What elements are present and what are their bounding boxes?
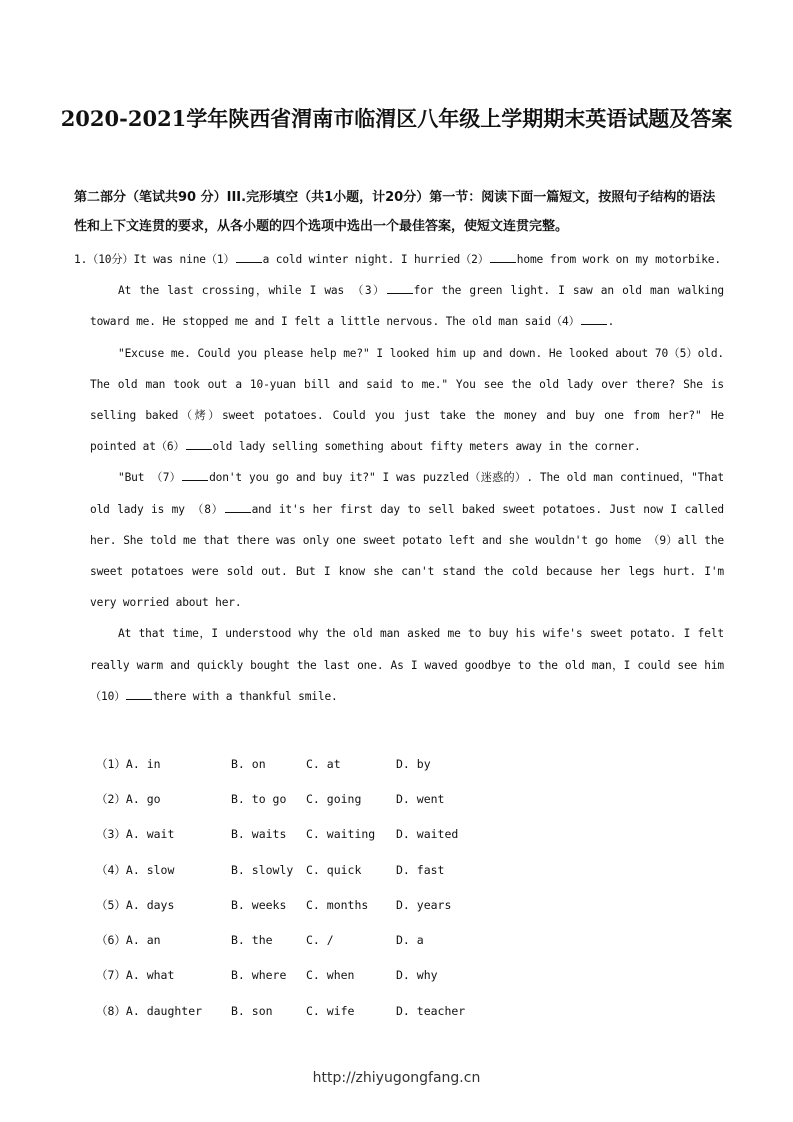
option-row <box>96 817 486 852</box>
option-a: （3）A. wait <box>96 827 175 842</box>
option-d: D. years <box>396 897 452 912</box>
cloze-passage <box>74 244 724 712</box>
option-row <box>96 746 486 781</box>
answer-blank <box>236 250 262 263</box>
answer-blank <box>581 312 607 325</box>
answer-blank <box>387 281 413 294</box>
option-c: C. going <box>306 791 362 806</box>
option-d: D. why <box>396 968 438 983</box>
option-a: （2）A. go <box>96 791 161 806</box>
answer-blank <box>186 437 212 450</box>
section-instructions: 第二部分（笔试共90 分）III.完形填空（共1小题，计20分）第一节：阅读下面一篇短文，按照句子结构的语法性和上下文连贯的要求，从各小题的四个选项中选出一个最佳答案，使短文连贯完整。 <box>74 190 716 234</box>
option-b: B. where <box>231 968 287 983</box>
passage-text: . <box>607 315 615 329</box>
option-b: B. slowly <box>231 862 294 877</box>
option-c: C. / <box>306 933 334 948</box>
answer-options <box>96 746 486 1028</box>
passage-paragraph-3 <box>74 338 724 463</box>
answer-blank <box>126 687 152 700</box>
passage-text: "But （7） <box>118 471 182 485</box>
option-a: （8）A. daughter <box>96 1003 203 1018</box>
passage-text: don't you go and buy it?" I was puzzled（迷惑的）. The old man continued，"That old lady is my （8） <box>90 471 725 516</box>
option-c: C. at <box>306 756 341 771</box>
answer-blank <box>490 250 516 263</box>
passage-text: for the green light. I saw an old man walking toward me. He stopped me and I felt a little nervous. The old man said（4） <box>90 284 724 329</box>
option-row <box>96 887 486 922</box>
option-row <box>96 993 486 1028</box>
option-d: D. waited <box>396 827 459 842</box>
option-row <box>96 958 486 993</box>
passage-text: At the last crossing，while I was （3） <box>118 284 386 298</box>
passage-text: a cold winter night. I hurried（2） <box>262 253 489 266</box>
passage-text: old lady selling something about fifty meters away in the corner. <box>212 440 641 454</box>
option-a: （7）A. what <box>96 968 175 983</box>
option-b: B. to go <box>231 791 287 806</box>
passage-paragraph-2 <box>74 275 724 337</box>
answer-blank <box>182 468 208 481</box>
option-d: D. by <box>396 756 431 771</box>
option-a: （6）A. an <box>96 933 161 948</box>
option-b: B. on <box>231 756 266 771</box>
option-d: D. teacher <box>396 1003 466 1018</box>
passage-text: home from work on my motorbike. <box>516 253 721 266</box>
passage-text: there with a thankful smile. <box>153 689 338 703</box>
option-c: C. when <box>306 968 355 983</box>
passage-text: At that time，I understood why the old man asked me to buy his wife's sweet potato. I felt really warm and quickly bought the last one. As I waved goodbye to the old man，I could see him（10） <box>90 627 724 703</box>
passage-paragraph-5 <box>74 618 724 712</box>
option-c: C. waiting <box>306 827 376 842</box>
passage-text: "Excuse me. Could you please help me?" I looked him up and down. He looked about 70（5）old. The old man took out a 10-yuan bill and said to me." You see the old lady over there? She is selling baked（烤）sweet potatoes. Could you just take the money and buy one from her?" He pointed at（6） <box>90 346 724 454</box>
passage-text: and it's her first day to sell baked sweet potatoes. Just now I called her. She told me that there was only one sweet potato left and she wouldn't go home （9）all the sweet potatoes were sold out. But I know she can't stand the cold because her legs hurt. I'm very worried about her. <box>90 502 724 610</box>
option-c: C. months <box>306 897 369 912</box>
option-d: D. went <box>396 791 445 806</box>
option-b: B. the <box>231 933 273 948</box>
option-row <box>96 922 486 957</box>
option-d: D. fast <box>396 862 445 877</box>
option-b: B. son <box>231 1003 273 1018</box>
option-c: C. quick <box>306 862 362 877</box>
passage-paragraph-4 <box>74 462 724 618</box>
answer-blank <box>225 500 251 513</box>
option-a: （5）A. days <box>96 897 175 912</box>
option-a: （4）A. slow <box>96 862 175 877</box>
option-b: B. weeks <box>231 897 287 912</box>
passage-text: 1.（10分）It was nine（1） <box>74 253 235 266</box>
footer-url: http://zhiyugongfang.cn <box>312 1070 481 1086</box>
option-d: D. a <box>396 933 424 948</box>
option-row <box>96 781 486 816</box>
option-c: C. wife <box>306 1003 355 1018</box>
page-title: 2020-2021学年陕西省渭南市临渭区八年级上学期期末英语试题及答案 <box>60 106 733 131</box>
option-a: （1）A. in <box>96 756 161 771</box>
option-b: B. waits <box>231 827 287 842</box>
option-row <box>96 852 486 887</box>
passage-paragraph-1 <box>74 244 724 275</box>
